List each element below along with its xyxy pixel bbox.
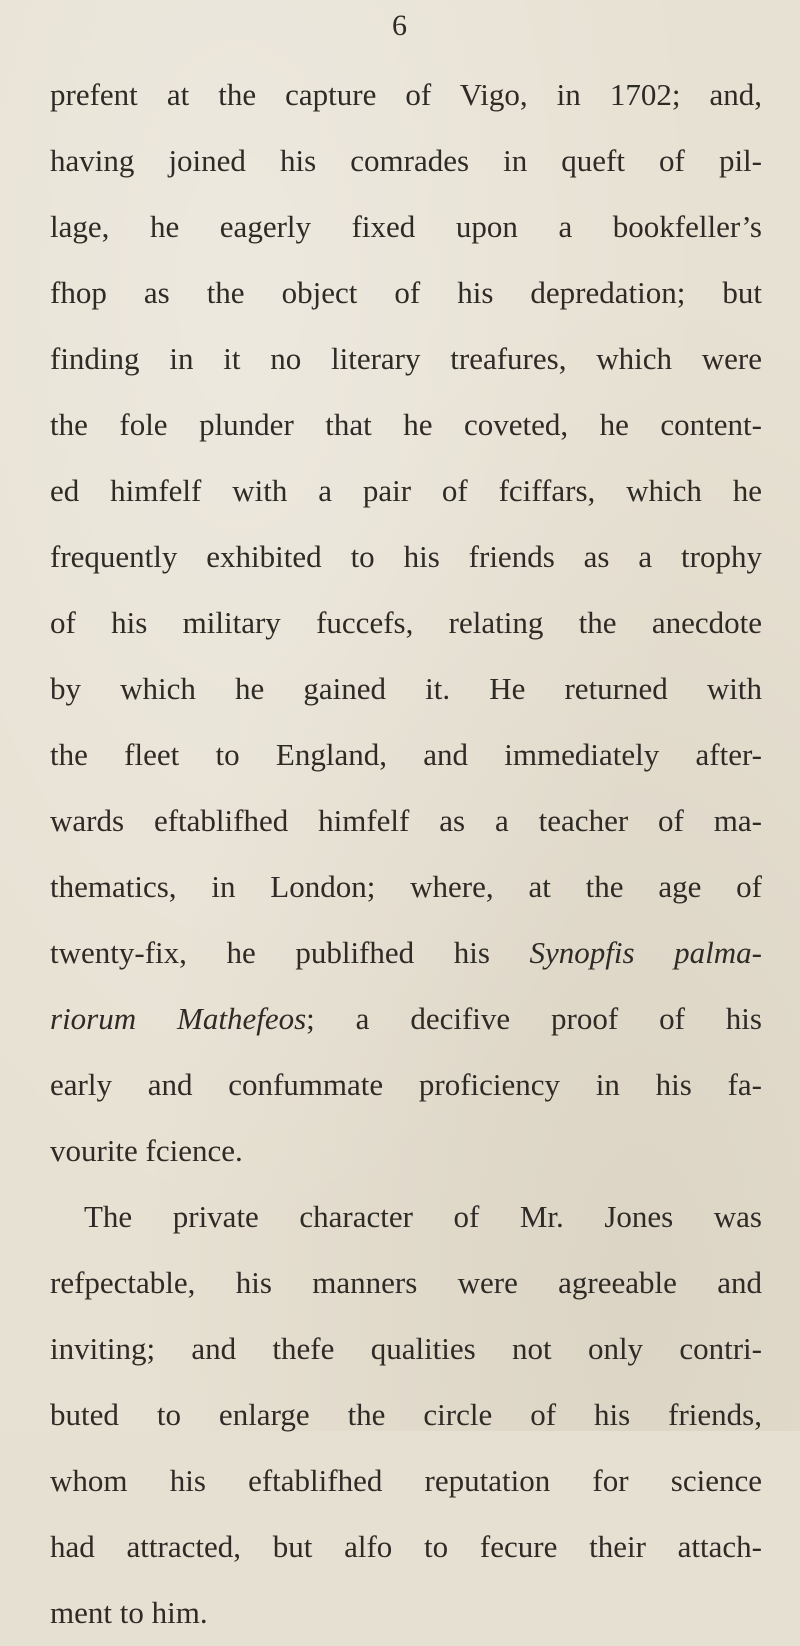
text-line [50,128,762,194]
text-line [50,1580,762,1646]
text-line [50,1448,762,1514]
text-segment: had attracted, but alfo to fecure their attach- [50,1529,762,1564]
text-segment: the fole plunder that he coveted, he content- [50,407,762,442]
page-number: 6 [392,9,408,42]
text-segment: lage, he eagerly fixed upon a bookfeller’s [50,209,762,244]
text-line [50,920,762,986]
text-line [50,194,762,260]
text-line [50,392,762,458]
text-line [50,326,762,392]
text-segment: finding in it no literary treafures, which were [50,341,762,376]
text-segment: the fleet to England, and immediately after- [50,737,762,772]
text-line [50,722,762,788]
text-segment: ed himfelf with a pair of fciffars, which he [50,473,762,508]
text-segment: having joined his comrades in queft of pil- [50,143,762,178]
text-segment: by which he gained it. He returned with [50,671,762,706]
text-line [50,260,762,326]
text-segment: ; a decifive proof of his [306,1001,762,1036]
text-segment: The private character of Mr. Jones was [84,1199,762,1234]
text-segment: inviting; and thefe qualities not only contri- [50,1331,762,1366]
text-line [50,1184,762,1250]
text-line [50,1118,762,1184]
text-segment: twenty-fix, he publifhed his [50,935,530,970]
text-segment: vourite fcience. [50,1133,243,1168]
text-segment: thematics, in London; where, at the age of [50,869,762,904]
text-segment: whom his eftablifhed reputation for science [50,1463,762,1498]
text-line [50,1250,762,1316]
text-segment: frequently exhibited to his friends as a trophy [50,539,762,574]
text-segment: refpectable, his manners were agreeable and [50,1265,762,1300]
text-line [50,1052,762,1118]
text-segment: early and confummate proficiency in his fa- [50,1067,762,1102]
text-line [50,788,762,854]
text-line [50,62,762,128]
italic-text-segment: riorum Mathefeos [50,1001,307,1036]
italic-text-segment: Synopfis palma- [529,935,762,970]
body-text [50,62,762,1646]
text-line [50,1382,762,1448]
text-segment: fhop as the object of his depredation; but [50,275,762,310]
text-line [50,986,762,1052]
text-segment: ment to him. [50,1595,208,1630]
text-segment: buted to enlarge the circle of his friends, [50,1397,762,1432]
text-line [50,524,762,590]
text-line [50,590,762,656]
text-line [50,656,762,722]
text-line [50,854,762,920]
text-line [50,458,762,524]
text-segment: wards eftablifhed himfelf as a teacher of ma- [50,803,762,838]
text-line [50,1514,762,1580]
text-segment: of his military fuccefs, relating the anecdote [50,605,762,640]
text-line [50,1316,762,1382]
text-segment: prefent at the capture of Vigo, in 1702; and, [50,77,762,112]
